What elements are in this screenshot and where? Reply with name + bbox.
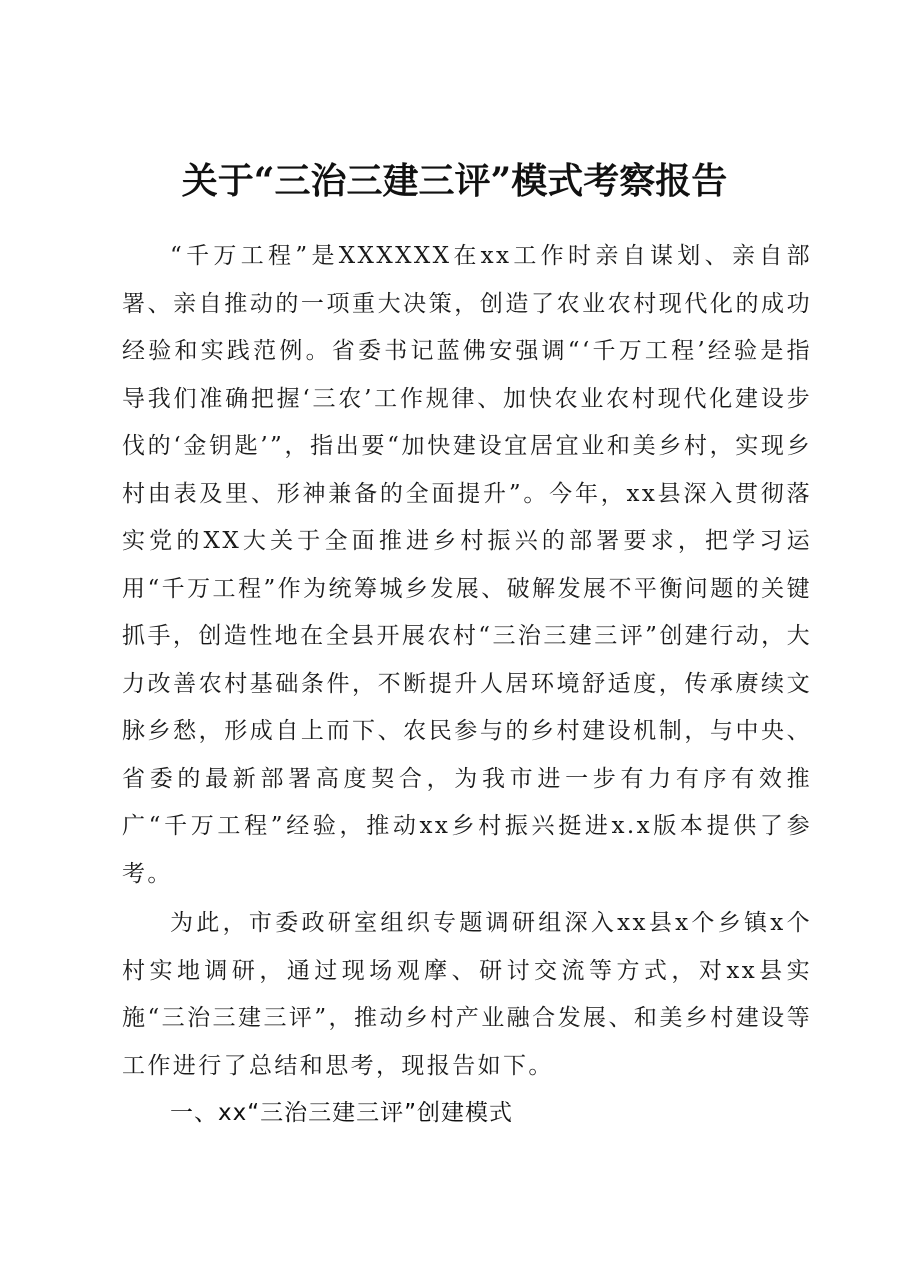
document-title: 关于“三治三建三评”模式考察报告 bbox=[181, 160, 728, 202]
body-paragraph-2: 为此，市委政研室组织专题调研组深入xx县x个乡镇x个村实地调研，通过现场观摩、研讨交流等方式，对xx县实施“三治三建三评”，推动乡村产业融合发展、和美乡村建设等工作进行了总结和思考，现报告如下。 bbox=[122, 910, 812, 1079]
section-heading: 一、xx“三治三建三评”创建模式 bbox=[170, 1100, 514, 1126]
body-paragraph-1: “千万工程”是XXXXXX在xx工作时亲自谋划、亲自部署、亲自推动的一项重大决策，创造了农业农村现代化的成功经验和实践范例。省委书记蓝佛安强调“‘千万工程’经验是指导我们准确把握‘三农’工作规律、加快农业农村现代化建设步伐的‘金钥匙’”，指出要“加快建设宜居宜业和美乡村，实现乡村由表及里、形神兼备的全面提升”。今年，xx县深入贯彻落实党的XX大关于全面推进乡村振兴的部署要求，把学习运用“千万工程”作为统筹城乡发展、破解发展不平衡问题的关键抓手，创造性地在全县开展农村“三治三建三评”创建行动，大力改善农村基础条件，不断提升人居环境舒适度，传承赓续文脉乡愁，形成自上而下、农民参与的乡村建设机制，与中央、省委的最新部署高度契合，为我市进一步有力有序有效推广“千万工程”经验，推动xx乡村振兴挺进x.x版本提供了参考。 bbox=[122, 243, 812, 887]
